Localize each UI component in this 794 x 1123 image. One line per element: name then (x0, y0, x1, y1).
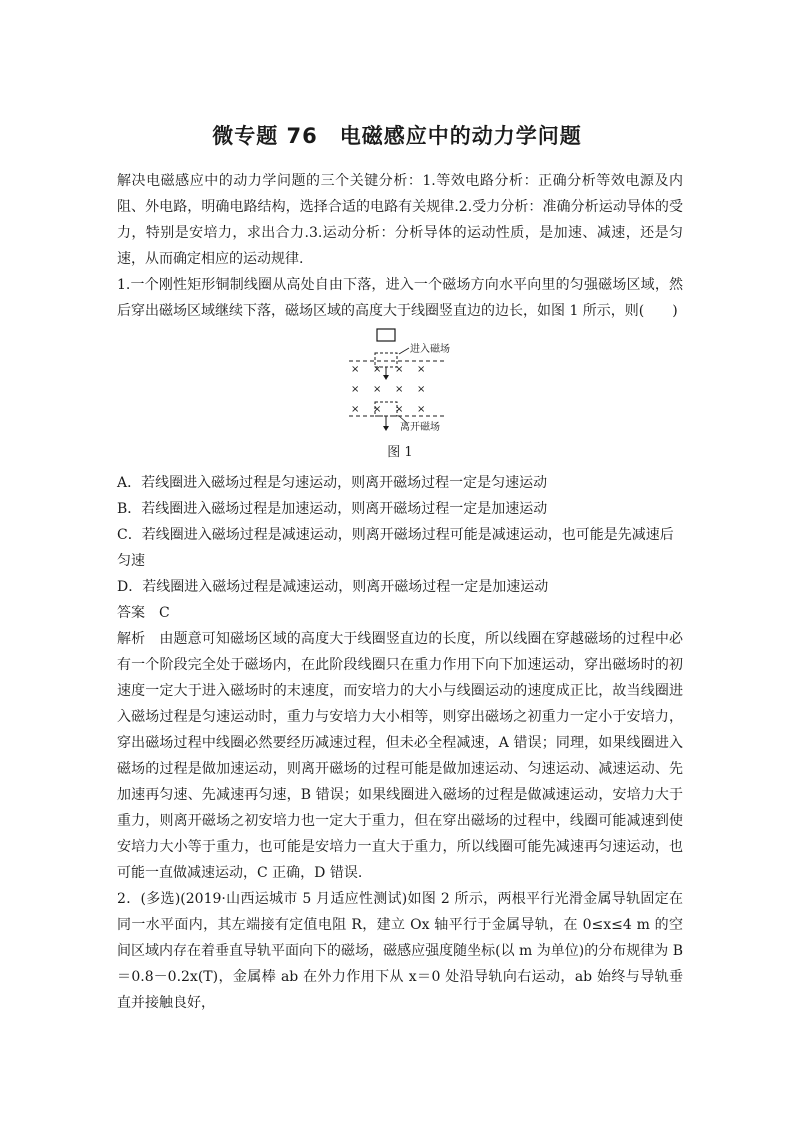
cross: × (373, 404, 382, 415)
cross: × (417, 384, 426, 395)
document-body (117, 168, 683, 1016)
option-c: C．若线圈进入磁场过程是减速运动，则离开磁场过程可能是减速运动，也可能是先减速后匀速 (117, 527, 674, 569)
cross: × (395, 384, 404, 395)
analysis-text: 由题意可知磁场区域的高度大于线圈竖直边的长度，所以线圈在穿越磁场的过程中必有一个阶段完全处于磁场内，在此阶段线圈只在重力作用下向下加速运动，穿出磁场时的初速度一定大于进入磁场时的末速度，而安培力的大小与线圈运动的速度成正比，故当线圈进入磁场过程是匀速运动时，重力与安培力大小相等，则穿出磁场之初重力一定小于安培力，穿出磁场过程中线圈必然要经历减速过程，但未必全程减速，A 错误；同理，如果线圈进入磁场的过程是做加速运动，则离开磁场的过程可能是做加速运动、匀速运动、减速运动、先加速再匀速、先减速再匀速，B 错误；如果线圈进入磁场的过程是做减速运动，安培力大于重力，则离开磁场之初安培力也一定大于重力，但在穿出磁场的过程中，线圈可能减速到使安培力大小等于重力，也可能是安培力一直大于重力，所以线圈可能先减速再匀速运动，也可能一直做减速运动，C 正确，D 错误. (117, 631, 684, 881)
cross: × (395, 364, 404, 375)
figure-1-caption: 图 1 (387, 445, 413, 460)
cross: × (373, 364, 382, 375)
answer-line (117, 600, 683, 626)
coil-above (377, 329, 395, 341)
answer-value: C (159, 605, 170, 621)
cross: × (395, 404, 404, 415)
analysis-label: 解析 (117, 631, 146, 647)
cross: × (373, 384, 382, 395)
cross: × (351, 384, 360, 395)
cross: × (351, 404, 360, 415)
field-crosses (351, 364, 425, 415)
figure-1 (117, 326, 683, 466)
question-2-stem: 2．(多选)(2019·山西运城市 5 月适应性测试)如图 2 所示，两根平行光滑金属导轨固定在同一水平面内，其左端接有定值电阻 R，建立 Ox 轴平行于金属导轨，在 0≤x≤4 m 的空间区域内存在着垂直导轨平面向下的磁场，磁感应强度随坐标(以 m 为单位)的分布规律为 B＝0.8－0.2x(T)，金属棒 ab 在外力作用下从 x＝0 处沿导轨向右运动，ab 始终与导轨垂直并接触良好， (117, 891, 683, 1011)
figure-1-diagram (117, 326, 683, 438)
cross: × (417, 364, 426, 375)
intro-paragraph: 解决电磁感应中的动力学问题的三个关键分析：1.等效电路分析：正确分析等效电源及内阻、外电路，明确电路结构，选择合适的电路有关规律.2.受力分析：准确分析运动导体的受力，特别是安培力，求出合力.3.运动分析：分析导体的运动性质，是加速、减速，还是匀速，从而确定相应的运动规律. (117, 173, 683, 267)
cross: × (417, 404, 426, 415)
analysis-paragraph (117, 626, 683, 886)
label-enter-field: 进入磁场 (410, 344, 450, 355)
page-title: 微专题 76 电磁感应中的动力学问题 (212, 124, 582, 148)
answer-label: 答案 (117, 605, 145, 621)
question-1-stem: 1.一个刚性矩形铜制线圈从高处自由下落，进入一个磁场方向水平向里的匀强磁场区域，然后穿出磁场区域继续下落，磁场区域的高度大于线圈竖直边的边长，如图 1 所示，则( ) (117, 277, 683, 319)
cross: × (351, 364, 360, 375)
option-b: B．若线圈进入磁场过程是加速运动，则离开磁场过程一定是加速运动 (117, 501, 548, 517)
option-d: D．若线圈进入磁场过程是减速运动，则离开磁场过程一定是加速运动 (117, 579, 549, 595)
option-a: A．若线圈进入磁场过程是匀速运动，则离开磁场过程一定是匀速运动 (117, 475, 548, 491)
label-exit-field: 离开磁场 (400, 422, 440, 433)
